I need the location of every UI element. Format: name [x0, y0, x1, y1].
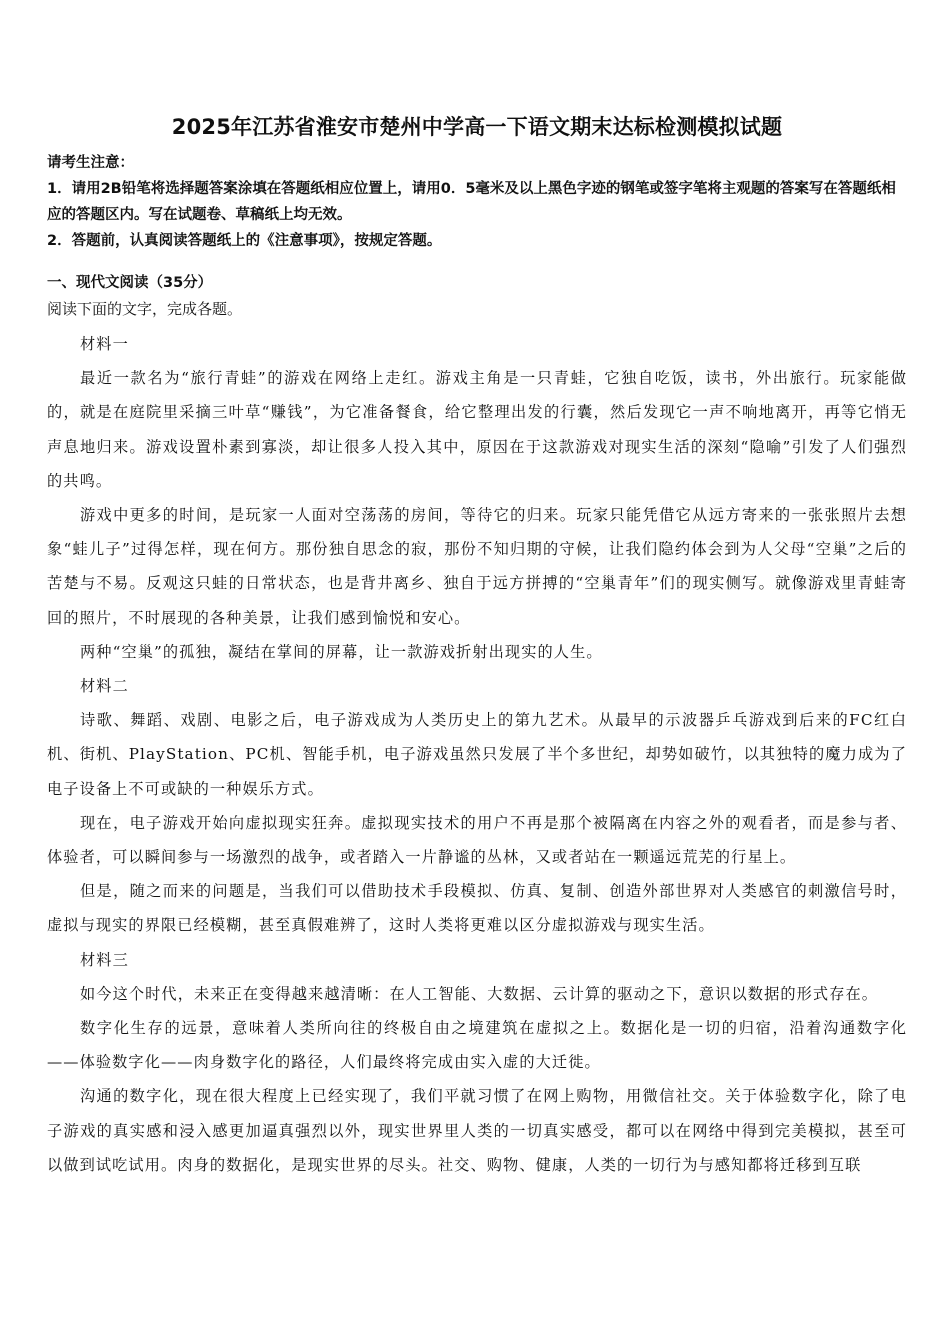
document-title: 2025年江苏省淮安市楚州中学高一下语文期末达标检测模拟试题	[171, 115, 783, 139]
section-heading: 一、现代文阅读（35分）	[47, 275, 213, 291]
material-2-paragraph: 诗歌、舞蹈、戏剧、电影之后，电子游戏成为人类历史上的第九艺术。从最早的示波器乒乓游戏到后来的FC红白机、街机、PlayStation、PC机、智能手机，电子游戏虽然只发展了半个多世纪，却势如破竹，以其独特的魔力成为了电子设备上不可或缺的一种娱乐方式。	[47, 711, 907, 798]
material-3-paragraph: 如今这个时代，未来正在变得越来越清晰：在人工智能、大数据、云计算的驱动之下，意识以数据的形式存在。	[80, 984, 879, 1003]
section-instruction: 阅读下面的文字，完成各题。	[47, 300, 243, 318]
notice-block	[47, 150, 907, 254]
material-3-label: 材料三	[80, 950, 129, 969]
material-2-paragraph: 现在，电子游戏开始向虚拟现实狂奔。虚拟现实技术的用户不再是那个被隔离在内容之外的观看者，而是参与者、体验者，可以瞬间参与一场激烈的战争，或者踏入一片静谧的丛林，又或者站在一颗遥远荒芜的行星上。	[47, 813, 907, 867]
notice-heading: 请考生注意：	[47, 155, 134, 171]
material-1-paragraph: 游戏中更多的时间，是玩家一人面对空荡荡的房间，等待它的归来。玩家只能凭借它从远方寄来的一张张照片去想象“蛙儿子”过得怎样，现在何方。那份独自思念的寂，那份不知归期的守候，让我们隐约体会到为人父母“空巢”之后的苦楚与不易。反观这只蛙的日常状态，也是背井离乡、独自于远方拼搏的“空巢青年”们的现实侧写。就像游戏里青蛙寄回的照片，不时展现的各种美景，让我们感到愉悦和安心。	[47, 506, 907, 627]
material-1-label: 材料一	[80, 335, 129, 353]
notice-item-1: 1．请用2B铅笔将选择题答案涂填在答题纸相应位置上，请用0．5毫米及以上黑色字迹的钢笔或签字笔将主观题的答案写在答题纸相应的答题区内。写在试题卷、草稿纸上均无效。	[47, 181, 896, 223]
reading-passage	[47, 327, 907, 1182]
material-2-label: 材料二	[80, 677, 129, 696]
material-3-paragraph: 沟通的数字化，现在很大程度上已经实现了，我们平就习惯了在网上购物，用微信社交。关于体验数字化，除了电子游戏的真实感和浸入感更加逼真强烈以外，现实世界里人类的一切真实感受，都可以在网络中得到完美模拟，甚至可以做到试吃试用。肉身的数据化，是现实世界的尽头。社交、购物、健康，人类的一切行为与感知都将迁移到互联	[47, 1087, 907, 1174]
material-2-paragraph: 但是，随之而来的问题是，当我们可以借助技术手段模拟、仿真、复制、创造外部世界对人类感官的刺激信号时，虚拟与现实的界限已经模糊，甚至真假难辨了，这时人类将更难以区分虚拟游戏与现实生活。	[47, 882, 907, 935]
material-1-paragraph: 两种“空巢”的孤独，凝结在掌间的屏幕，让一款游戏折射出现实的人生。	[80, 642, 603, 661]
material-1-paragraph: 最近一款名为“旅行青蛙”的游戏在网络上走红。游戏主角是一只青蛙，它独自吃饭，读书，外出旅行。玩家能做的，就是在庭院里采摘三叶草“赚钱”，为它准备餐食，给它整理出发的行囊，然后发现它一声不响地离开，再等它悄无声息地归来。游戏设置朴素到寡淡，却让很多人投入其中，原因在于这款游戏对现实生活的深刻“隐喻”引发了人们强烈的共鸣。	[47, 369, 907, 490]
material-3-paragraph: 数字化生存的远景，意味着人类所向往的终极自由之境建筑在虚拟之上。数据化是一切的归宿，沿着沟通数字化——体验数字化——肉身数字化的路径，人们最终将完成由实入虚的大迁徙。	[47, 1019, 907, 1072]
notice-item-2: 2．答题前，认真阅读答题纸上的《注意事项》，按规定答题。	[47, 233, 442, 249]
